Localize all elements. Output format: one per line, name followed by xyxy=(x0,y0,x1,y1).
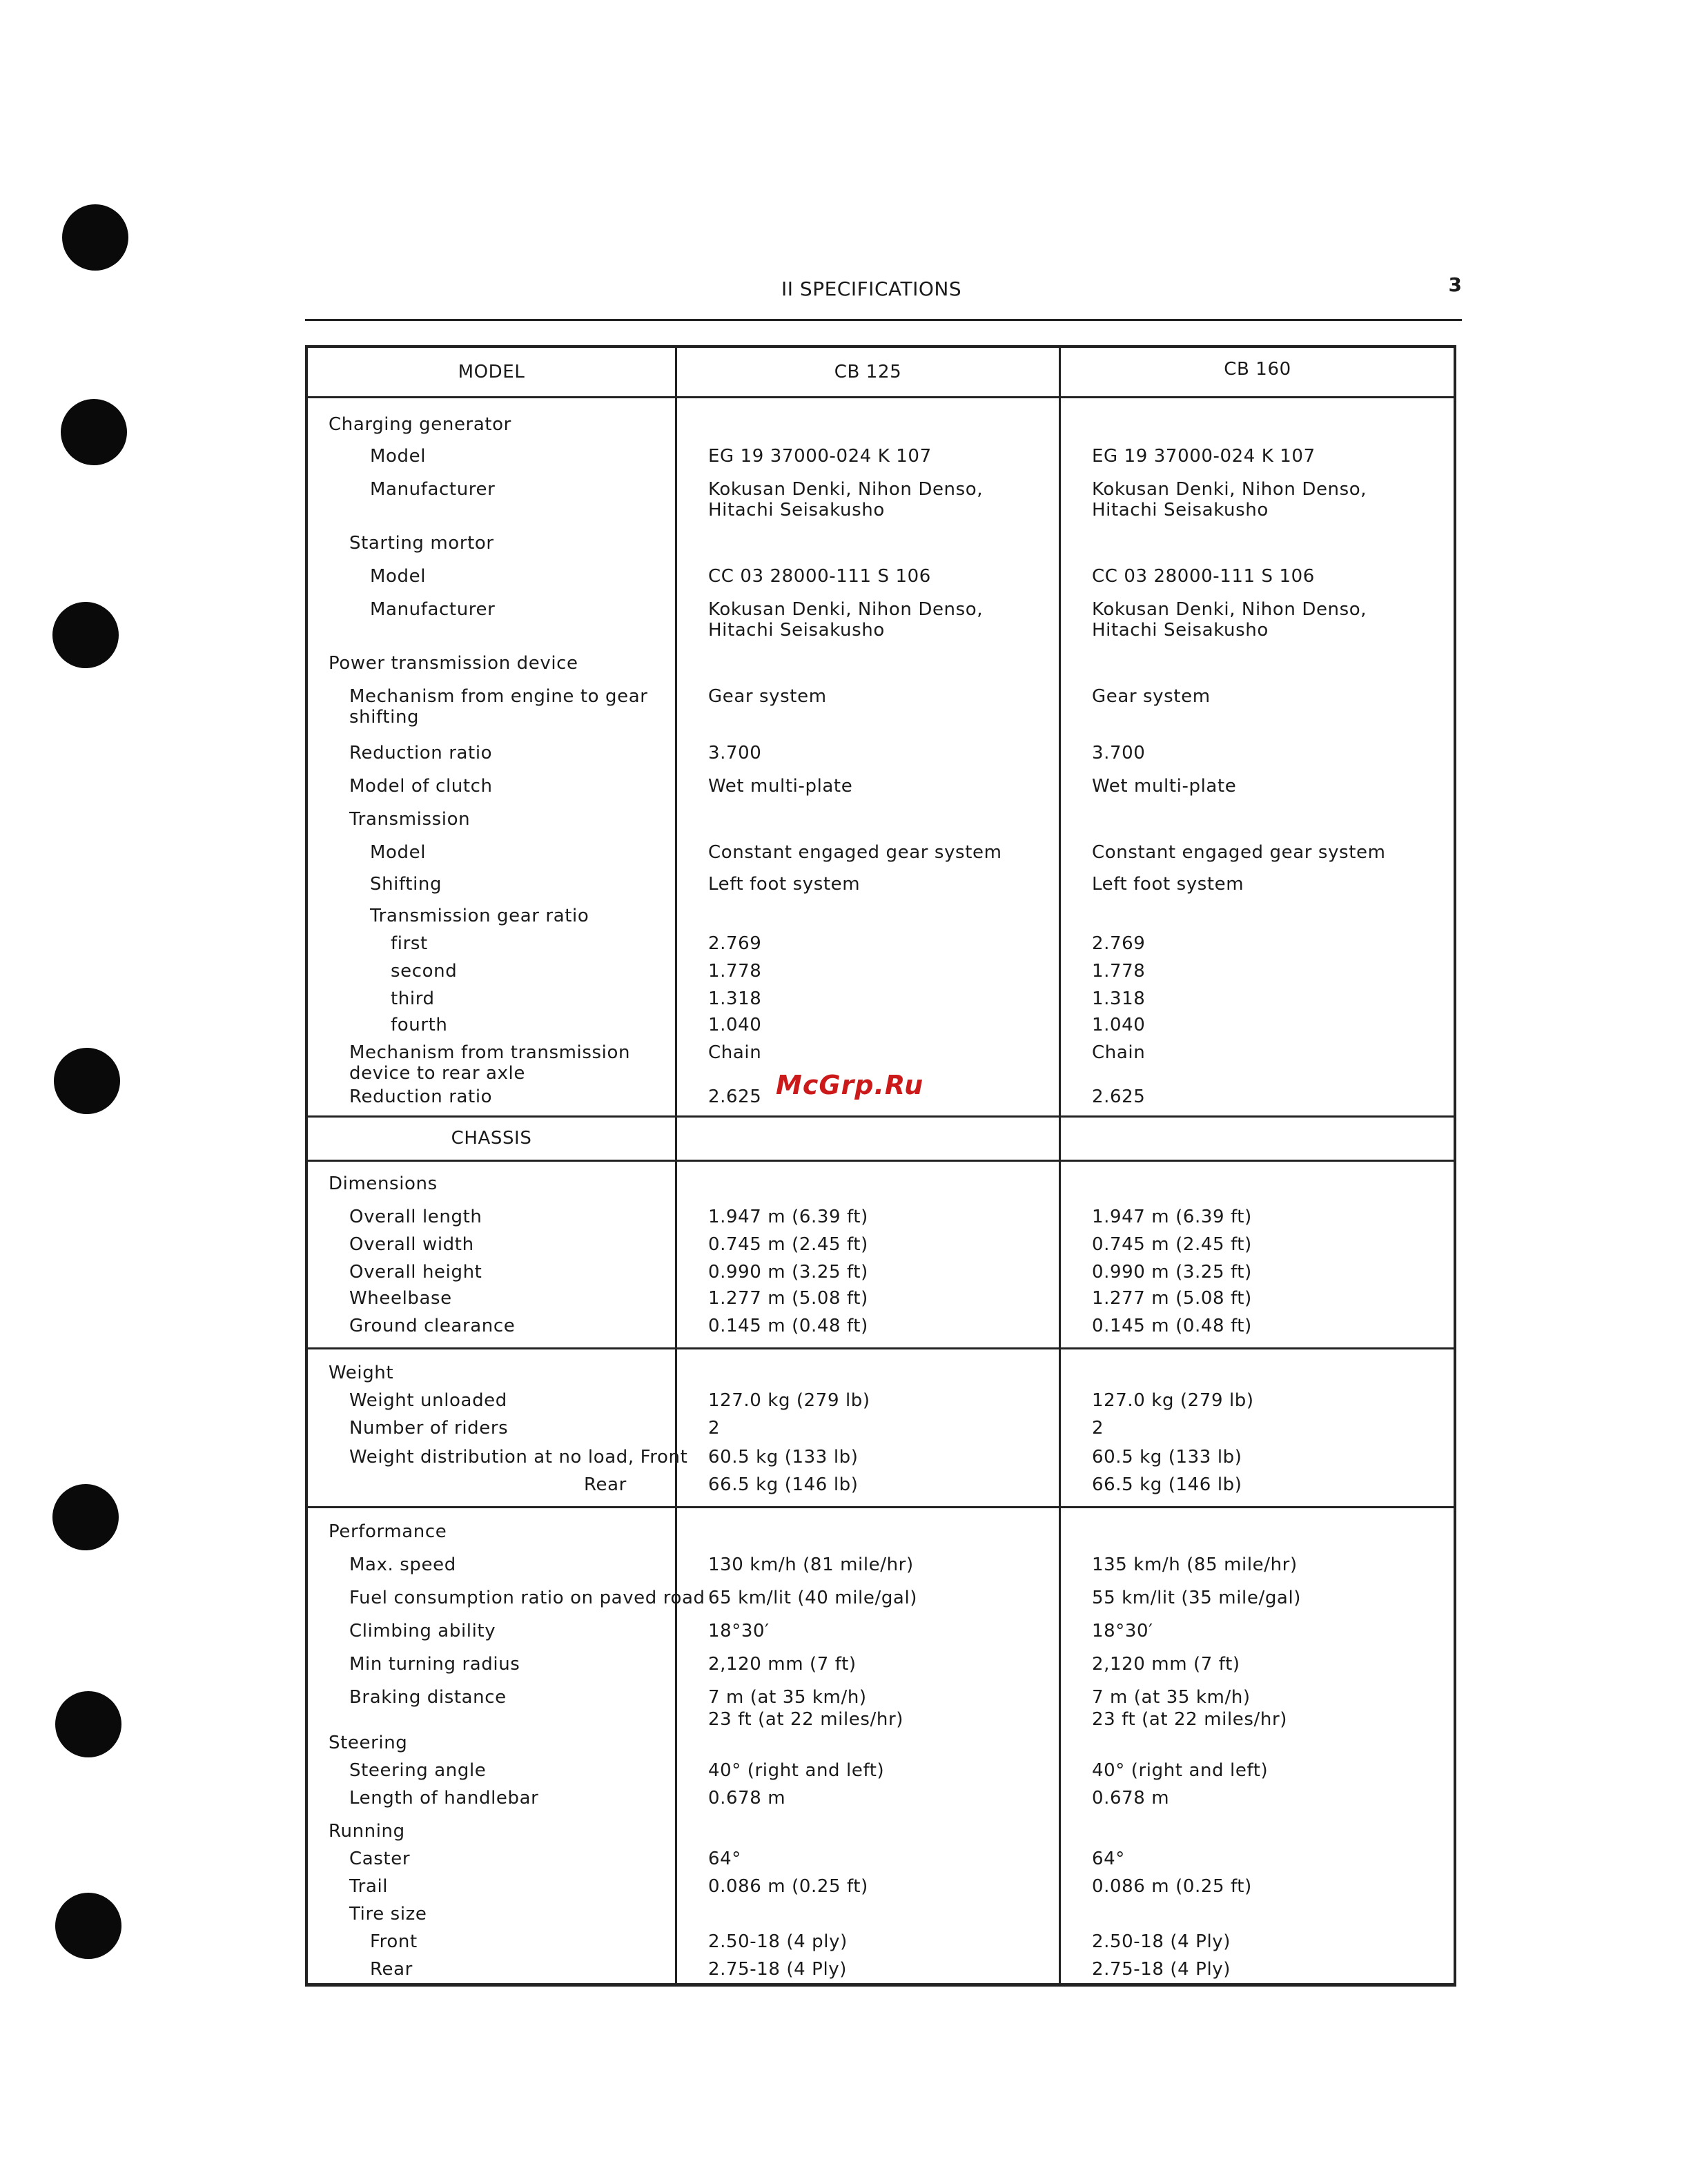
header-row-divider xyxy=(308,396,1454,398)
spec-label: Front xyxy=(370,1931,418,1952)
spec-label: Model xyxy=(370,446,427,467)
spec-label: Power transmission device xyxy=(329,653,578,674)
section-divider xyxy=(308,1347,1454,1349)
spec-value-cb125: 127.0 kg (279 lb) xyxy=(708,1390,870,1411)
spec-value-cb160: 1.318 xyxy=(1092,988,1146,1009)
spec-label: Mechanism from engine to gear shifting xyxy=(349,686,648,728)
spec-value-cb160: 135 km/h (85 mile/hr) xyxy=(1092,1554,1298,1575)
spec-label: Steering xyxy=(329,1733,408,1753)
spec-label: first xyxy=(391,933,428,954)
spec-value-cb160: 0.145 m (0.48 ft) xyxy=(1092,1316,1252,1336)
spec-value-cb160: Left foot system xyxy=(1092,874,1244,895)
spec-value-cb125: 1.778 xyxy=(708,961,762,982)
spec-value-cb125: 1.277 m (5.08 ft) xyxy=(708,1288,868,1309)
chassis-heading: CHASSIS xyxy=(451,1128,532,1149)
spec-label: Number of riders xyxy=(349,1418,509,1439)
spec-value-cb125: 3.700 xyxy=(708,743,762,763)
spec-value-cb160: 60.5 kg (133 lb) xyxy=(1092,1447,1242,1468)
spec-value-cb160: 0.086 m (0.25 ft) xyxy=(1092,1876,1252,1897)
spec-label: fourth xyxy=(391,1015,448,1035)
spec-label: Running xyxy=(329,1821,405,1842)
spec-value-cb125: 0.086 m (0.25 ft) xyxy=(708,1876,868,1897)
spec-label: Caster xyxy=(349,1849,411,1869)
spec-value-cb125: 0.990 m (3.25 ft) xyxy=(708,1262,868,1283)
spec-label: Charging generator xyxy=(329,414,511,435)
spec-value-cb125: Left foot system xyxy=(708,874,861,895)
spec-value-cb160: 2.625 xyxy=(1092,1086,1146,1107)
section-divider xyxy=(308,1115,1454,1118)
spec-value-cb160: Chain xyxy=(1092,1042,1146,1063)
section-title: II SPECIFICATIONS xyxy=(781,277,962,300)
spec-value-cb160: Gear system xyxy=(1092,686,1211,707)
spec-value-cb160: 1.277 m (5.08 ft) xyxy=(1092,1288,1252,1309)
spec-label: Max. speed xyxy=(349,1554,456,1575)
spec-value-cb160: 1.778 xyxy=(1092,961,1146,982)
spec-value-cb160: 0.990 m (3.25 ft) xyxy=(1092,1262,1252,1283)
spec-value-cb125: Constant engaged gear system xyxy=(708,842,1002,863)
spec-value-cb160: 1.040 xyxy=(1092,1015,1146,1035)
spec-value-cb125: 2.75-18 (4 Ply) xyxy=(708,1959,848,1980)
spec-value-cb160: 2.75-18 (4 Ply) xyxy=(1092,1959,1231,1980)
spec-label: Overall length xyxy=(349,1207,482,1227)
spec-label: Manufacturer xyxy=(370,599,496,620)
section-divider xyxy=(308,1160,1454,1162)
spec-label: Mechanism from transmission device to rear axle xyxy=(349,1042,631,1084)
spec-value-cb160: 7 m (at 35 km/h) xyxy=(1092,1687,1251,1708)
page-header xyxy=(305,273,1462,313)
spec-value-cb160: 64° xyxy=(1092,1849,1125,1869)
spec-value-cb125: 18°30′ xyxy=(708,1621,770,1641)
spec-label: Overall height xyxy=(349,1262,482,1283)
spec-value-cb125: Gear system xyxy=(708,686,827,707)
spec-label: Length of handlebar xyxy=(349,1788,539,1808)
spec-value-cb125: EG 19 37000-024 K 107 xyxy=(708,446,932,467)
spec-label: Steering angle xyxy=(349,1760,487,1781)
column-header-model: MODEL xyxy=(458,362,525,382)
section-divider xyxy=(308,1506,1454,1508)
spec-value-cb125: 0.678 m xyxy=(708,1788,786,1808)
column-header-cb160: CB 160 xyxy=(1224,359,1291,380)
spec-value-cb160: 55 km/lit (35 mile/gal) xyxy=(1092,1588,1302,1608)
punch-hole xyxy=(52,602,119,668)
spec-value-cb125: Kokusan Denki, Nihon Denso, Hitachi Seisakusho xyxy=(708,479,984,520)
spec-value-cb125: 40° (right and left) xyxy=(708,1760,885,1781)
spec-value-cb125: Wet multi-plate xyxy=(708,776,853,797)
spec-label: Performance xyxy=(329,1521,447,1542)
spec-value-cb160: Kokusan Denki, Nihon Denso, Hitachi Seisakusho xyxy=(1092,599,1367,641)
punch-hole xyxy=(54,1048,120,1114)
watermark-logo: McGrp.Ru xyxy=(776,1070,924,1100)
spec-value-cb160: 1.947 m (6.39 ft) xyxy=(1092,1207,1252,1227)
spec-label: Fuel consumption ratio on paved road xyxy=(349,1588,705,1608)
spec-value-cb125: 2,120 mm (7 ft) xyxy=(708,1654,857,1675)
spec-label: Model xyxy=(370,842,427,863)
punch-hole xyxy=(55,1893,121,1959)
spec-value-cb160: 2.769 xyxy=(1092,933,1146,954)
spec-label: second xyxy=(391,961,458,982)
spec-value-cb125: 66.5 kg (146 lb) xyxy=(708,1474,859,1495)
specifications-table xyxy=(305,345,1456,1987)
spec-label: Transmission xyxy=(349,809,471,830)
spec-label: Climbing ability xyxy=(349,1621,496,1641)
spec-label: Overall width xyxy=(349,1234,474,1255)
spec-label: Shifting xyxy=(370,874,442,895)
spec-value-cb160: 2 xyxy=(1092,1418,1104,1439)
spec-value-cb125: 1.040 xyxy=(708,1015,762,1035)
spec-label: Weight unloaded xyxy=(349,1390,507,1411)
spec-label: Tire size xyxy=(349,1904,427,1924)
spec-label: Wheelbase xyxy=(349,1288,452,1309)
spec-value-cb160: 0.678 m xyxy=(1092,1788,1170,1808)
spec-value-cb125: 0.745 m (2.45 ft) xyxy=(708,1234,868,1255)
spec-value-cb125: 1.947 m (6.39 ft) xyxy=(708,1207,868,1227)
spec-label: Ground clearance xyxy=(349,1316,516,1336)
punch-hole xyxy=(62,204,128,271)
spec-value-cb125: 60.5 kg (133 lb) xyxy=(708,1447,859,1468)
spec-value-cb160: 18°30′ xyxy=(1092,1621,1153,1641)
spec-label: Rear xyxy=(370,1959,413,1980)
spec-value-cb160: 127.0 kg (279 lb) xyxy=(1092,1390,1254,1411)
spec-value-cb160: 66.5 kg (146 lb) xyxy=(1092,1474,1242,1495)
spec-value-cb160: 2,120 mm (7 ft) xyxy=(1092,1654,1240,1675)
spec-value-cb125: 1.318 xyxy=(708,988,762,1009)
spec-value-cb160: 2.50-18 (4 Ply) xyxy=(1092,1931,1231,1952)
spec-value-cb125: 23 ft (at 22 miles/hr) xyxy=(708,1709,903,1730)
spec-value-cb160: 23 ft (at 22 miles/hr) xyxy=(1092,1709,1287,1730)
spec-label: Model of clutch xyxy=(349,776,493,797)
spec-label: Dimensions xyxy=(329,1173,438,1194)
column-header-cb125: CB 125 xyxy=(834,362,902,382)
spec-value-cb125: 2 xyxy=(708,1418,721,1439)
spec-value-cb125: 2.625 xyxy=(708,1086,762,1107)
spec-value-cb125: Kokusan Denki, Nihon Denso, Hitachi Seisakusho xyxy=(708,599,984,641)
spec-label: Reduction ratio xyxy=(349,1086,493,1107)
spec-label: Starting mortor xyxy=(349,533,494,554)
spec-label: Trail xyxy=(349,1876,389,1897)
punch-hole xyxy=(55,1691,121,1757)
spec-value-cb125: 7 m (at 35 km/h) xyxy=(708,1687,867,1708)
spec-label: third xyxy=(391,988,435,1009)
spec-label: Reduction ratio xyxy=(349,743,493,763)
punch-hole xyxy=(52,1484,119,1550)
spec-value-cb125: 2.50-18 (4 ply) xyxy=(708,1931,848,1952)
spec-label: Transmission gear ratio xyxy=(370,906,589,926)
spec-label: Model xyxy=(370,566,427,587)
spec-label: Weight xyxy=(329,1363,394,1383)
spec-label: Braking distance xyxy=(349,1687,507,1708)
spec-label: Min turning radius xyxy=(349,1654,520,1675)
spec-value-cb125: 130 km/h (81 mile/hr) xyxy=(708,1554,914,1575)
page-number: 3 xyxy=(1448,273,1462,296)
header-rule xyxy=(305,319,1462,321)
spec-value-cb125: 2.769 xyxy=(708,933,762,954)
spec-value-cb160: EG 19 37000-024 K 107 xyxy=(1092,446,1316,467)
spec-value-cb160: 3.700 xyxy=(1092,743,1146,763)
spec-value-cb125: Chain xyxy=(708,1042,762,1063)
spec-value-cb160: 40° (right and left) xyxy=(1092,1760,1269,1781)
spec-value-cb125: 65 km/lit (40 mile/gal) xyxy=(708,1588,918,1608)
spec-value-cb125: 0.145 m (0.48 ft) xyxy=(708,1316,868,1336)
spec-value-cb125: 64° xyxy=(708,1849,741,1869)
spec-label: Weight distribution at no load, Front xyxy=(349,1447,688,1468)
spec-value-cb160: CC 03 28000-111 S 106 xyxy=(1092,566,1315,587)
column-divider xyxy=(675,348,677,1983)
spec-value-cb160: Constant engaged gear system xyxy=(1092,842,1386,863)
spec-label: Rear xyxy=(584,1474,627,1495)
spec-value-cb160: Wet multi-plate xyxy=(1092,776,1237,797)
column-divider xyxy=(1059,348,1061,1983)
spec-value-cb160: 0.745 m (2.45 ft) xyxy=(1092,1234,1252,1255)
spec-value-cb160: Kokusan Denki, Nihon Denso, Hitachi Seisakusho xyxy=(1092,479,1367,520)
spec-label: Manufacturer xyxy=(370,479,496,500)
punch-hole xyxy=(61,399,127,465)
spec-value-cb125: CC 03 28000-111 S 106 xyxy=(708,566,931,587)
